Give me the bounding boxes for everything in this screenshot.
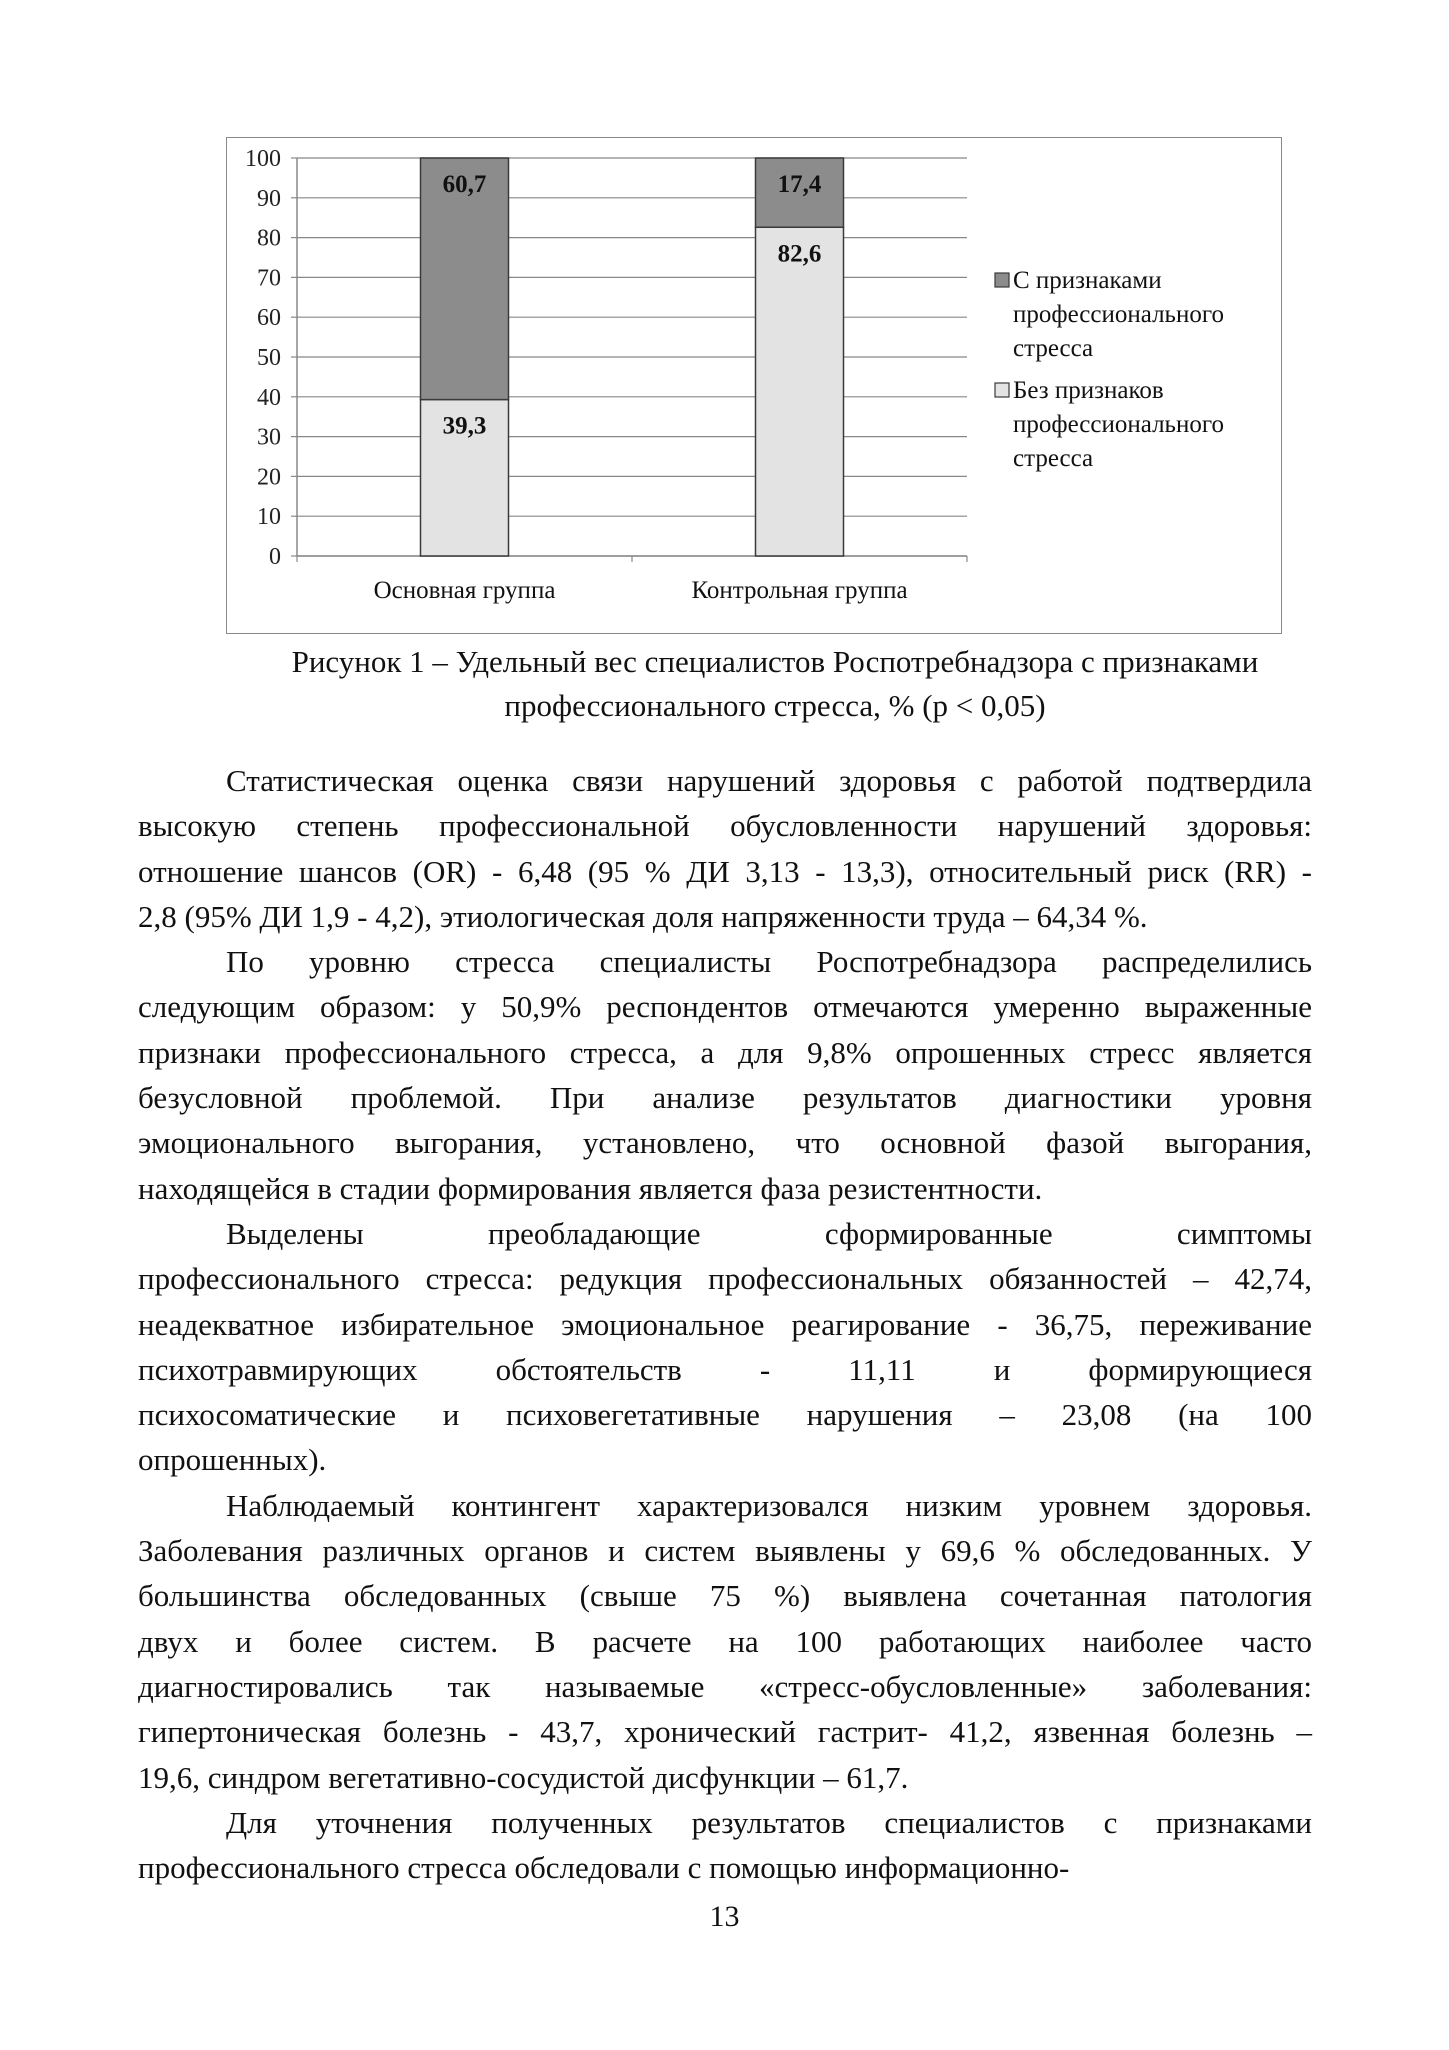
y-tick-label: 100 <box>245 146 281 172</box>
legend-label: Без признаков <box>1013 377 1164 404</box>
paragraph-3-line-5: психосоматические и психовегетативные нарушения – 23,08 (на 100 <box>138 1397 1312 1433</box>
y-tick-label: 50 <box>257 345 281 371</box>
figure-caption <box>200 640 1350 728</box>
legend-label: профессионального <box>1013 411 1224 438</box>
page-number: 13 <box>709 1900 740 1933</box>
paragraph-4-line-5: диагностировались так называемые «стресс-обусловленные» заболевания: <box>138 1668 1312 1704</box>
legend-swatch <box>995 383 1009 397</box>
y-tick-label: 10 <box>257 504 281 531</box>
paragraph-3-line-1: Выделены преобладающие сформированные симптомы <box>226 1215 1312 1251</box>
paragraph-2-line-1: По уровню стресса специалисты Роспотребнадзора распределились <box>226 944 1312 980</box>
paragraph-2-line-4: безусловной проблемой. При анализе результатов диагностики уровня <box>138 1080 1312 1116</box>
paragraph-3-line-4: психотравмирующих обстоятельств - 11,11 и формирующиеся <box>138 1351 1312 1387</box>
paragraph-1-line-3: отношение шансов (OR) - 6,48 (95 % ДИ 3,13 - 13,3), относительный риск (RR) - <box>138 853 1312 889</box>
bar-segment <box>756 227 844 556</box>
y-tick-label: 20 <box>257 464 281 491</box>
x-category-label: Контрольная группа <box>691 577 908 604</box>
body-text <box>138 758 1312 1890</box>
stacked-bar-chart <box>227 138 1281 633</box>
paragraph-5-line-2: профессионального стресса обследовали с помощью информационно- <box>138 1850 1070 1886</box>
paragraph-2-line-3: признаки профессионального стресса, а для 9,8% опрошенных стресс является <box>138 1034 1312 1070</box>
figure-caption-line-1: Рисунок 1 – Удельный вес специалистов Роспотребнадзора с признаками <box>291 644 1259 679</box>
legend-swatch <box>995 273 1009 287</box>
paragraph-2-line-2: следующим образом: у 50,9% респондентов отмечаются умеренно выраженные <box>138 989 1312 1025</box>
y-tick-label: 70 <box>257 265 281 292</box>
paragraph-4-line-4: двух и более систем. В расчете на 100 работающих наиболее часто <box>138 1623 1312 1659</box>
y-tick-label: 80 <box>257 225 281 252</box>
paragraph-4-line-3: большинства обследованных (свыше 75 %) выявлена сочетанная патология <box>138 1578 1312 1614</box>
paragraph-4-line-6: гипертоническая болезнь - 43,7, хронический гастрит- 41,2, язвенная болезнь – <box>138 1714 1312 1750</box>
paragraph-3-line-2: профессионального стресса: редукция профессиональных обязанностей – 42,74, <box>138 1261 1312 1297</box>
y-tick-label: 60 <box>257 305 281 332</box>
paragraph-1-line-4: 2,8 (95% ДИ 1,9 - 4,2), этиологическая доля напряженности труда – 64,34 %. <box>138 898 1148 934</box>
paragraph-1-line-2: высокую степень профессиональной обусловленности нарушений здоровья: <box>138 808 1312 844</box>
data-label: 39,3 <box>442 412 487 440</box>
x-category-label: Основная группа <box>373 577 556 604</box>
data-label: 17,4 <box>777 171 822 198</box>
paragraph-4-line-1: Наблюдаемый контингент характеризовался низким уровнем здоровья. <box>226 1487 1312 1523</box>
legend-label: профессионального <box>1013 301 1224 328</box>
legend-label: стресса <box>1013 445 1094 472</box>
figure-caption-line-2: профессионального стресса, % (p < 0,05) <box>504 688 1046 723</box>
y-tick-label: 30 <box>257 424 281 451</box>
paragraph-3-line-3: неадекватное избирательное эмоциональное реагирование - 36,75, переживание <box>138 1306 1312 1342</box>
data-label: 60,7 <box>442 171 487 198</box>
legend-label: С признаками <box>1013 267 1162 294</box>
y-tick-label: 40 <box>257 384 281 411</box>
y-tick-label: 0 <box>269 544 281 570</box>
paragraph-5-line-1: Для уточнения полученных результатов специалистов с признаками <box>226 1804 1312 1840</box>
paragraph-3-line-6: опрошенных). <box>138 1442 327 1478</box>
legend-label: стресса <box>1013 335 1094 362</box>
paragraph-1-line-1: Статистическая оценка связи нарушений здоровья с работой подтвердила <box>226 763 1312 798</box>
paragraph-4-line-7: 19,6, синдром вегетативно-сосудистой дисфункции – 61,7. <box>138 1759 909 1795</box>
y-tick-label: 90 <box>257 185 281 212</box>
chart-frame <box>226 137 1282 634</box>
data-label: 82,6 <box>777 240 822 268</box>
paragraph-4-line-2: Заболевания различных органов и систем выявлены у 69,6 % обследованных. У <box>138 1533 1312 1569</box>
paragraph-2-line-6: находящейся в стадии формирования является фаза резистентности. <box>138 1170 1043 1206</box>
paragraph-2-line-5: эмоционального выгорания, установлено, что основной фазой выгорания, <box>138 1125 1312 1161</box>
